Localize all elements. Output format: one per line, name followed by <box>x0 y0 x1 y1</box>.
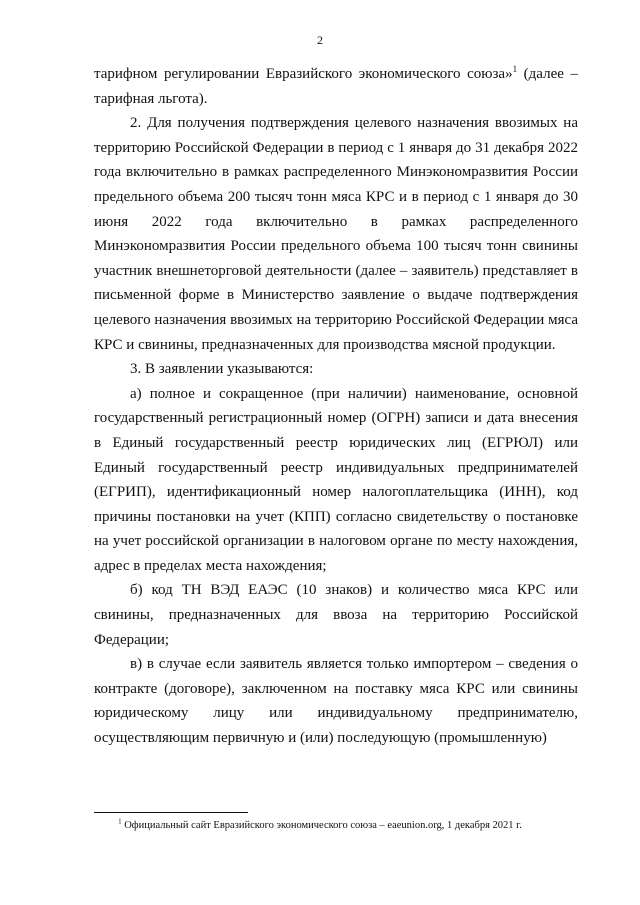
paragraph-item-2: 2. Для получения подтверждения целевого назначения ввозимых на территорию Российской Федерации в период с 1 января до 31 декабря 2022 года включительно в рамках распределенного Минэкономразвития России предельного объема 200 тысяч тонн мяса КРС и в период с 1 января до 30 июня 2022 года включительно в рамках распределенного Минэкономразвития России предельного объема 100 тысяч тонн свинины участник внешнеторговой деятельности (далее – заявитель) представляет в письменной форме в Министерство заявление о выдаче подтверждения целевого назначения ввозимых на территорию Российской Федерации мяса КРС и свинины, предназначенных для производства мясной продукции. <box>94 115 578 353</box>
document-body <box>94 62 578 751</box>
footnote-marker: 1 <box>118 817 122 826</box>
footnote-reference: 1 <box>512 64 518 74</box>
paragraph-item-3b: б) код ТН ВЭД ЕАЭС (10 знаков) и количество мяса КРС или свинины, предназначенных для ввоза на территорию Российской Федерации; <box>94 582 578 648</box>
paragraph-item-3: 3. В заявлении указываются: <box>130 361 314 378</box>
footnote-divider <box>94 812 248 813</box>
paragraph-item-3c: в) в случае если заявитель является только импортером – сведения о контракте (договоре), заключенном на поставку мяса КРС или свинины юридическому лицу или индивидуальному предпринимателю, осуществляющим первичную и (или) последующую (промышленную) <box>94 656 578 747</box>
paragraph-continuation-text-b: (далее – тарифная льгота). <box>94 66 578 107</box>
paragraph-continuation <box>94 62 578 111</box>
footnote <box>0 817 640 831</box>
paragraph-item-3a: а) полное и сокращенное (при наличии) наименование, основной государственный регистрационный номер (ОГРН) записи и дата внесения в Единый государственный реестр юридических лиц (ЕГРЮЛ) или Единый государственный реестр индивидуальных предпринимателей (ЕГРИП), идентификационный номер налогоплательщика (ИНН), код причины постановки на учет (КПП) согласно свидетельству о постановке на учет российской организации в налоговом органе по месту нахождения, адрес в пределах места нахождения; <box>94 385 578 574</box>
page-number: 2 <box>317 33 323 47</box>
footnote-text: Официальный сайт Евразийского экономического союза – eaeunion.org, 1 декабря 2021 г. <box>121 820 522 831</box>
paragraph-continuation-text-a: тарифном регулировании Евразийского экономического союза» <box>94 66 513 82</box>
